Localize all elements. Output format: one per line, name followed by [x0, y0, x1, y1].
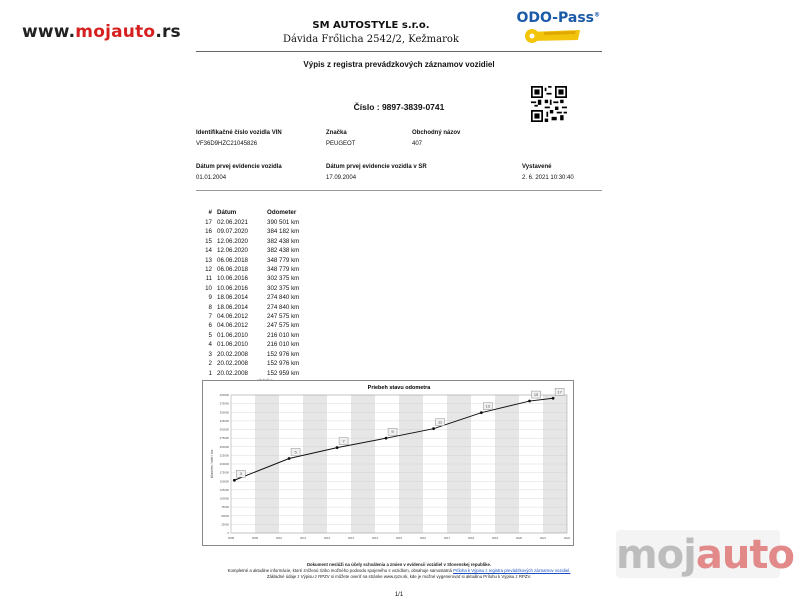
chart-data-point [552, 397, 555, 400]
watermark-text [616, 532, 794, 578]
row-num: 5 [208, 331, 212, 339]
site-url-prefix: www. [22, 22, 76, 42]
chart-data-point [480, 411, 483, 414]
row-date: 20.02.2008 [217, 369, 248, 377]
document-footer [176, 562, 622, 580]
document-title: Výpis z registra prevádzkových záznamov vozidiel [303, 60, 495, 69]
row-date: 09.07.2020 [217, 228, 248, 236]
chart-y-label: kilometre / míle / km [210, 449, 214, 479]
chart-point-label: 7 [342, 438, 345, 444]
table-row [203, 293, 327, 302]
row-odometer: 247 575 km [267, 313, 300, 321]
row-date: 01.06.2010 [217, 341, 248, 349]
row-num: 11 [205, 275, 212, 283]
footer-appendix-link[interactable]: Príloha k Výpisu z registra prevádzkových záznamov vozidiel. [453, 568, 571, 573]
chart-data-point [432, 427, 435, 430]
row-odometer: 152 959 km [267, 369, 300, 377]
row-date: 12.06.2020 [217, 237, 248, 245]
y-tick-label: 275000 [219, 436, 229, 441]
y-tick-label: 250000 [219, 444, 229, 449]
header-divider [196, 51, 602, 52]
y-tick-label: 50000 [221, 513, 229, 518]
row-odometer: 382 438 km [267, 237, 300, 245]
mojauto-watermark [616, 530, 794, 578]
first-registration-sr-label: Dátum prvej evidencie vozidla v SR [326, 164, 427, 170]
table-row [203, 369, 327, 378]
x-tick-label: 2011 [299, 536, 307, 540]
row-num: 6 [208, 322, 212, 330]
table-row [203, 246, 327, 255]
odometer-chart [202, 380, 574, 546]
y-tick-label: 0 [227, 531, 229, 535]
issued-value: 2. 6. 2021 10:30:40 [522, 175, 574, 181]
x-tick-label: 2010 [275, 536, 283, 540]
x-tick-label: 2012 [323, 536, 331, 540]
x-tick-label: 2022 [563, 536, 571, 540]
row-num: 10 [205, 284, 212, 292]
row-odometer: 384 182 km [267, 228, 300, 236]
row-date: 20.02.2008 [217, 350, 248, 358]
table-row [203, 331, 327, 340]
footer-verify: Základné údaje z Výpisu z RPZV si môžete overiť na stránke www.rpzv.sk, kde je možné vygenerovať si aktuálnu Prílohu k Výpisu z RPZV. [266, 574, 532, 579]
y-tick-label: 150000 [219, 479, 229, 484]
x-tick-label: 2008 [227, 536, 235, 540]
row-date: 10.06.2016 [217, 275, 248, 283]
row-num: 16 [205, 228, 212, 236]
chart-point-label: 5 [294, 449, 297, 455]
table-row [203, 227, 327, 236]
y-tick-label: 175000 [219, 470, 229, 475]
row-num: 8 [208, 303, 212, 311]
row-num: 17 [205, 219, 212, 226]
chart-data-point [528, 400, 531, 403]
table-row [203, 237, 327, 246]
chart-point-label: 9 [391, 429, 394, 435]
table-row [203, 340, 327, 349]
row-odometer: 274 840 km [267, 294, 300, 302]
row-date: 10.06.2016 [217, 284, 248, 292]
model-value: 407 [412, 141, 423, 147]
row-date: 18.06.2014 [217, 303, 248, 311]
y-tick-label: 400000 [219, 393, 229, 397]
first-registration-sr-field [326, 164, 427, 181]
row-odometer: 382 438 km [267, 247, 300, 255]
row-date: 12.06.2020 [217, 247, 248, 255]
row-date: 20.02.2008 [217, 360, 248, 368]
chart-data-point [336, 446, 339, 449]
document-number: Číslo : 9897-3839-0741 [353, 102, 445, 112]
row-odometer: 302 375 km [267, 284, 300, 292]
x-tick-label: 2016 [419, 536, 427, 540]
make-label: Značka [326, 130, 347, 136]
row-num: 7 [208, 313, 212, 321]
x-tick-label: 2009 [251, 536, 259, 540]
row-odometer: 390 501 km [267, 219, 300, 226]
odometer-table-header [203, 208, 327, 218]
company-address: Dávida Frőlicha 2542/2, Kežmarok [283, 34, 459, 45]
row-num: 1 [208, 369, 212, 377]
make-value: PEUGEOT [326, 141, 356, 147]
chart-point-label: 13 [485, 403, 491, 409]
logo-text: ODO-Pass [516, 10, 594, 26]
row-date: 02.06.2021 [217, 219, 248, 226]
x-tick-label: 2014 [371, 536, 379, 540]
row-date: 01.06.2010 [217, 331, 248, 339]
table-row [203, 359, 327, 368]
watermark-part-a: moj [616, 532, 696, 578]
vin-value: VF36D9HZC21045826 [196, 141, 258, 147]
header-num: # [208, 209, 212, 216]
y-tick-label: 125000 [219, 487, 229, 492]
table-row [203, 256, 327, 265]
x-tick-label: 2020 [515, 536, 523, 540]
table-row [203, 265, 327, 274]
chart-title: Priebeh stavu odometra [367, 385, 431, 391]
chart-point-label: 11 [437, 419, 443, 425]
row-num: 13 [205, 256, 212, 264]
table-row [203, 321, 327, 330]
x-tick-label: 2021 [539, 536, 547, 540]
footer-disclaimer: Dokument neslúži na účely schválenia a zmien v evidencii vozidiel v Slovenskej republike. [306, 562, 492, 567]
y-tick-label: 100000 [219, 496, 229, 501]
odometer-table [203, 208, 327, 384]
row-odometer: 216 010 km [267, 331, 300, 339]
make-field [326, 130, 355, 147]
chart-point-label: 17 [557, 389, 562, 395]
vin-field [196, 130, 282, 147]
odometer-table-body [203, 218, 327, 384]
row-num: 9 [208, 294, 212, 302]
info-divider [196, 190, 602, 191]
first-registration-label: Dátum prvej evidencie vozidla [196, 164, 282, 170]
x-tick-label: 2019 [491, 536, 499, 540]
vin-label: Identifikačné číslo vozidla VIN [196, 130, 282, 136]
row-num: 4 [208, 341, 212, 349]
site-url-brand: mojauto [75, 22, 156, 42]
site-url [22, 22, 181, 42]
model-label: Obchodný názov [412, 130, 461, 136]
row-num: 2 [208, 360, 212, 368]
row-date: 04.06.2012 [217, 313, 248, 321]
company-header [256, 20, 486, 45]
document-page [196, 10, 606, 600]
table-row [203, 303, 327, 312]
row-odometer: 348 779 km [267, 256, 300, 264]
chart-point-label: 15 [533, 392, 539, 398]
table-row [203, 218, 327, 227]
row-num: 12 [205, 266, 212, 274]
table-row [203, 284, 327, 293]
watermark-part-b: auto [695, 532, 794, 578]
site-url-suffix: .rs [155, 22, 181, 42]
chart-data-point [233, 479, 236, 482]
y-tick-label: 225000 [219, 453, 229, 458]
odo-pass-logo [514, 6, 604, 50]
chart-data-point [288, 457, 291, 460]
y-tick-label: 25000 [221, 522, 229, 527]
logo-registered-mark: ® [594, 11, 600, 19]
y-tick-label: 325000 [219, 418, 229, 423]
model-field [412, 130, 460, 147]
row-odometer: 348 779 km [267, 266, 300, 274]
row-odometer: 152 976 km [267, 360, 300, 368]
logo-wordmark [517, 10, 601, 26]
row-date: 04.06.2012 [217, 322, 248, 330]
issued-field [522, 164, 574, 181]
row-odometer: 274 840 km [267, 303, 300, 311]
y-tick-label: 300000 [219, 427, 229, 432]
row-date: 06.06.2018 [217, 256, 248, 264]
issued-label: Vystavené [522, 164, 552, 170]
footer-info-text: Kompletné a aktuálne informácie, ktoré zníženú riziko možného podvodu spojeného s vozidlom, obsahuje samostatná [227, 568, 454, 573]
first-registration-field [196, 164, 282, 181]
row-num: 14 [205, 247, 212, 255]
y-tick-label: 75000 [221, 505, 229, 510]
table-row [203, 274, 327, 283]
x-tick-label: 2018 [467, 536, 475, 540]
x-tick-label: 2015 [395, 536, 403, 540]
company-name: SM AUTOSTYLE s.r.o. [312, 20, 430, 31]
chart-point-label: 3 [239, 471, 242, 477]
table-row [203, 312, 327, 321]
first-registration-value: 01.01.2004 [196, 175, 227, 181]
row-odometer: 216 010 km [267, 341, 300, 349]
x-tick-label: 2013 [347, 536, 355, 540]
odometer-chart-svg [203, 381, 575, 547]
qr-code-icon [531, 86, 567, 122]
row-date: 18.06.2014 [217, 294, 248, 302]
page-number: 1/1 [394, 592, 404, 598]
row-odometer: 302 375 km [267, 275, 300, 283]
row-date: 06.06.2018 [217, 266, 248, 274]
first-registration-sr-value: 17.09.2004 [326, 175, 357, 181]
y-tick-label: 200000 [219, 462, 229, 466]
table-row [203, 350, 327, 359]
y-tick-label: 375000 [219, 401, 229, 406]
row-odometer: 247 575 km [267, 322, 300, 330]
x-tick-label: 2017 [443, 536, 451, 540]
row-num: 3 [208, 350, 212, 358]
row-odometer: 152 976 km [267, 350, 300, 358]
y-tick-label: 350000 [219, 410, 229, 415]
header-odometer: Odometer [267, 209, 297, 216]
row-num: 15 [205, 237, 212, 245]
header-date: Dátum [217, 209, 237, 216]
chart-data-point [385, 437, 388, 440]
